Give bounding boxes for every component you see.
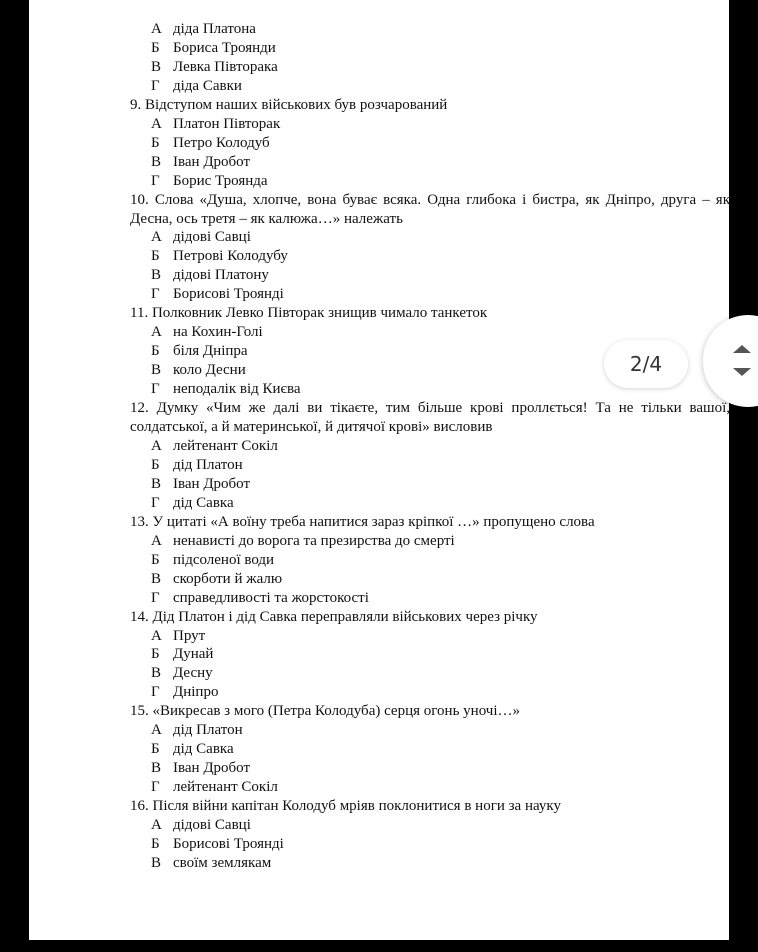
answer-option <box>130 854 730 873</box>
option-text: Прут <box>173 627 206 644</box>
answer-option <box>130 589 730 608</box>
option-text: лейтенант Сокіл <box>173 779 278 796</box>
option-text: Іван Дробот <box>173 760 251 777</box>
option-letter: В <box>151 570 162 587</box>
question-number: 13. <box>130 513 149 530</box>
question-body: Після війни капітан Колодуб мріяв поклонитися в ноги за науку <box>152 798 561 815</box>
page-indicator-text: 2/4 <box>629 352 663 376</box>
option-text: дід Платон <box>173 456 243 473</box>
answer-option <box>130 153 730 172</box>
option-letter: А <box>151 817 162 834</box>
option-letter: А <box>151 437 162 454</box>
answer-option <box>130 115 730 134</box>
option-letter: В <box>151 267 162 284</box>
answer-option <box>130 20 730 39</box>
chevron-up-icon <box>733 345 751 353</box>
option-text: ненависті до ворога та презирства до смерті <box>173 532 455 549</box>
option-text: дід Савка <box>173 741 234 758</box>
option-letter: А <box>151 229 162 246</box>
question-number: 12. <box>130 400 149 417</box>
option-letter: Г <box>151 172 160 189</box>
option-text: коло Десни <box>173 362 246 379</box>
answer-option <box>130 551 730 570</box>
option-letter: А <box>151 532 162 549</box>
answer-option <box>130 740 730 759</box>
option-text: дідові Платону <box>173 267 269 284</box>
option-letter: В <box>151 58 162 75</box>
answer-option <box>130 645 730 664</box>
answer-option <box>130 683 730 702</box>
option-letter: Г <box>151 494 160 511</box>
answer-option <box>130 475 730 494</box>
option-text: Бориса Троянди <box>173 39 276 56</box>
document-page <box>29 0 729 940</box>
option-text: дід Савка <box>173 494 234 511</box>
option-text: Борисові Троянді <box>173 286 284 303</box>
option-text: своїм землякам <box>173 854 272 871</box>
question-number: 11. <box>130 305 149 322</box>
option-letter: В <box>151 665 162 682</box>
option-letter: В <box>151 153 162 170</box>
option-letter: В <box>151 854 162 871</box>
answer-option <box>130 58 730 77</box>
option-text: неподалік від Києва <box>173 381 301 398</box>
chevron-down-icon <box>733 368 751 376</box>
option-text: лейтенант Сокіл <box>173 437 278 454</box>
option-text: Дніпро <box>173 684 219 701</box>
answer-option <box>130 570 730 589</box>
question-body: Слова «Душа, хлопче, вона буває всяка. Одна глибока і бистра, як Дніпро, друга – як Десна, ось третя – як калюжа…» належать <box>130 191 730 227</box>
option-letter: Б <box>151 835 160 852</box>
answer-option <box>130 172 730 191</box>
question-body: У цитаті «А воїну треба напитися зараз кріпкої …» пропущено слова <box>152 513 595 530</box>
answer-option <box>130 77 730 96</box>
option-letter: В <box>151 362 162 379</box>
option-text: Левка Півторака <box>173 58 278 75</box>
question-body: Дід Платон і дід Савка переправляли військових через річку <box>152 608 538 625</box>
option-text: Борис Троянда <box>173 172 268 189</box>
question-text <box>130 96 730 115</box>
option-text: підсоленої води <box>173 551 275 568</box>
answer-option <box>130 266 730 285</box>
option-text: дід Платон <box>173 722 243 739</box>
option-letter: Г <box>151 286 160 303</box>
option-letter: А <box>151 21 162 37</box>
option-text: Петро Колодуб <box>173 134 270 151</box>
question-body: Полковник Левко Півторак знищив чимало танкеток <box>151 305 488 322</box>
question-number: 16. <box>130 798 149 815</box>
option-letter: В <box>151 475 162 492</box>
question-body: «Викресав з мого (Петра Колодуба) серця огонь уночі…» <box>152 703 521 720</box>
question-body: Думку «Чим же далі ви тікаєте, тим більше крові проллється! Та не тільки вашої, солдатської, а й материнської, й дитячої крові» висловив <box>130 400 731 436</box>
question-text <box>130 399 730 437</box>
option-letter: Б <box>151 646 160 663</box>
option-letter: Б <box>151 134 160 151</box>
answer-option <box>130 285 730 304</box>
question-text <box>130 702 730 721</box>
option-text: Дунай <box>173 646 214 663</box>
quiz-content <box>130 20 730 873</box>
option-letter: Б <box>151 456 160 473</box>
answer-option <box>130 437 730 456</box>
answer-option <box>130 835 730 854</box>
answer-option <box>130 228 730 247</box>
answer-option <box>130 778 730 797</box>
option-letter: А <box>151 115 162 132</box>
option-letter: В <box>151 760 162 777</box>
question-number: 9. <box>130 96 142 113</box>
option-letter: Г <box>151 589 160 606</box>
option-text: Десну <box>173 665 213 682</box>
question-number: 15. <box>130 703 149 720</box>
answer-option <box>130 532 730 551</box>
answer-option <box>130 247 730 266</box>
question-text <box>130 513 730 532</box>
option-letter: Г <box>151 381 160 398</box>
question-text <box>130 797 730 816</box>
option-letter: Г <box>151 684 160 701</box>
option-text: дідові Савці <box>173 229 251 246</box>
option-text: Іван Дробот <box>173 153 251 170</box>
question-number: 14. <box>130 608 149 625</box>
option-letter: А <box>151 627 162 644</box>
option-text: дідові Савці <box>173 817 251 834</box>
option-text: справедливості та жорстокості <box>173 589 369 606</box>
option-letter: Б <box>151 248 160 265</box>
option-letter: А <box>151 324 162 341</box>
question-text <box>130 304 730 323</box>
option-letter: Г <box>151 779 160 796</box>
option-text: скорботи й жалю <box>173 570 283 587</box>
question-text <box>130 191 730 229</box>
answer-option <box>130 759 730 778</box>
answer-option <box>130 627 730 646</box>
answer-option <box>130 494 730 513</box>
option-letter: Б <box>151 741 160 758</box>
option-letter: А <box>151 722 162 739</box>
page-indicator <box>604 340 688 388</box>
question-number: 10. <box>130 191 149 208</box>
question-text <box>130 608 730 627</box>
answer-option <box>130 664 730 683</box>
option-letter: Б <box>151 343 160 360</box>
option-letter: Б <box>151 39 160 56</box>
option-text: біля Дніпра <box>173 343 248 360</box>
option-text: діда Савки <box>173 77 242 94</box>
answer-option <box>130 456 730 475</box>
option-text: Іван Дробот <box>173 475 251 492</box>
option-text: Петрові Колодубу <box>173 248 288 265</box>
answer-option <box>130 721 730 740</box>
option-letter: Б <box>151 551 160 568</box>
answer-option <box>130 134 730 153</box>
answer-option <box>130 816 730 835</box>
answer-option <box>130 39 730 58</box>
option-text: Борисові Троянді <box>173 835 284 852</box>
option-text: на Кохин-Голі <box>173 324 263 341</box>
question-body: Відступом наших військових був розчарований <box>145 96 448 113</box>
scroll-arrows-icon[interactable] <box>731 342 753 380</box>
option-text: Платон Півторак <box>173 115 281 132</box>
option-letter: Г <box>151 77 160 94</box>
option-text: діда Платона <box>173 21 256 37</box>
